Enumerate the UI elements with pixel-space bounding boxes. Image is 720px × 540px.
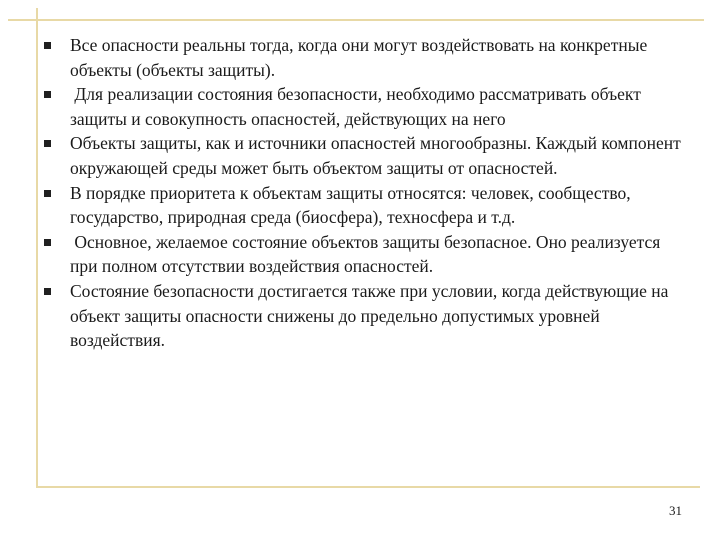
page-number: 31	[669, 503, 682, 518]
bullet-item	[44, 181, 684, 230]
bullet-text: В порядке приоритета к объектам защиты относятся: человек, сообщество, государство, природная среда (биосфера), техносфера и т.д.	[70, 182, 631, 228]
bullet-item	[44, 33, 684, 82]
bullet-text: Состояние безопасности достигается также при условии, когда действующие на объект защиты опасности снижены до предельно допустимых уровней воздействия.	[70, 280, 669, 351]
bullet-text: Основное, желаемое состояние объектов защиты безопасное. Оно реализуется при полном отсутствии воздействия опасностей.	[70, 231, 665, 277]
decorative-top-rule	[8, 19, 704, 21]
bullet-text: Для реализации состояния безопасности, необходимо рассматривать объект защиты и совокупность опасностей, действующих на него	[70, 84, 646, 129]
square-bullet-icon	[44, 140, 51, 147]
bullet-item	[44, 230, 684, 279]
bullet-item	[44, 82, 684, 131]
bullet-item	[44, 279, 684, 353]
square-bullet-icon	[44, 42, 51, 49]
decorative-bottom-rule	[36, 486, 700, 488]
bullet-text: Объекты защиты, как и источники опасностей многообразны. Каждый компонент окружающей среды может быть объектом защиты от опасностей.	[70, 133, 681, 178]
square-bullet-icon	[44, 239, 51, 246]
square-bullet-icon	[44, 190, 51, 197]
bullet-item	[44, 131, 684, 180]
square-bullet-icon	[44, 91, 51, 98]
bullet-text: Все опасности реальны тогда, когда они могут воздействовать на конкретные объекты (объекты защиты).	[70, 35, 648, 80]
square-bullet-icon	[44, 288, 51, 295]
decorative-vertical-rule	[36, 8, 38, 486]
bullet-list	[44, 33, 684, 353]
